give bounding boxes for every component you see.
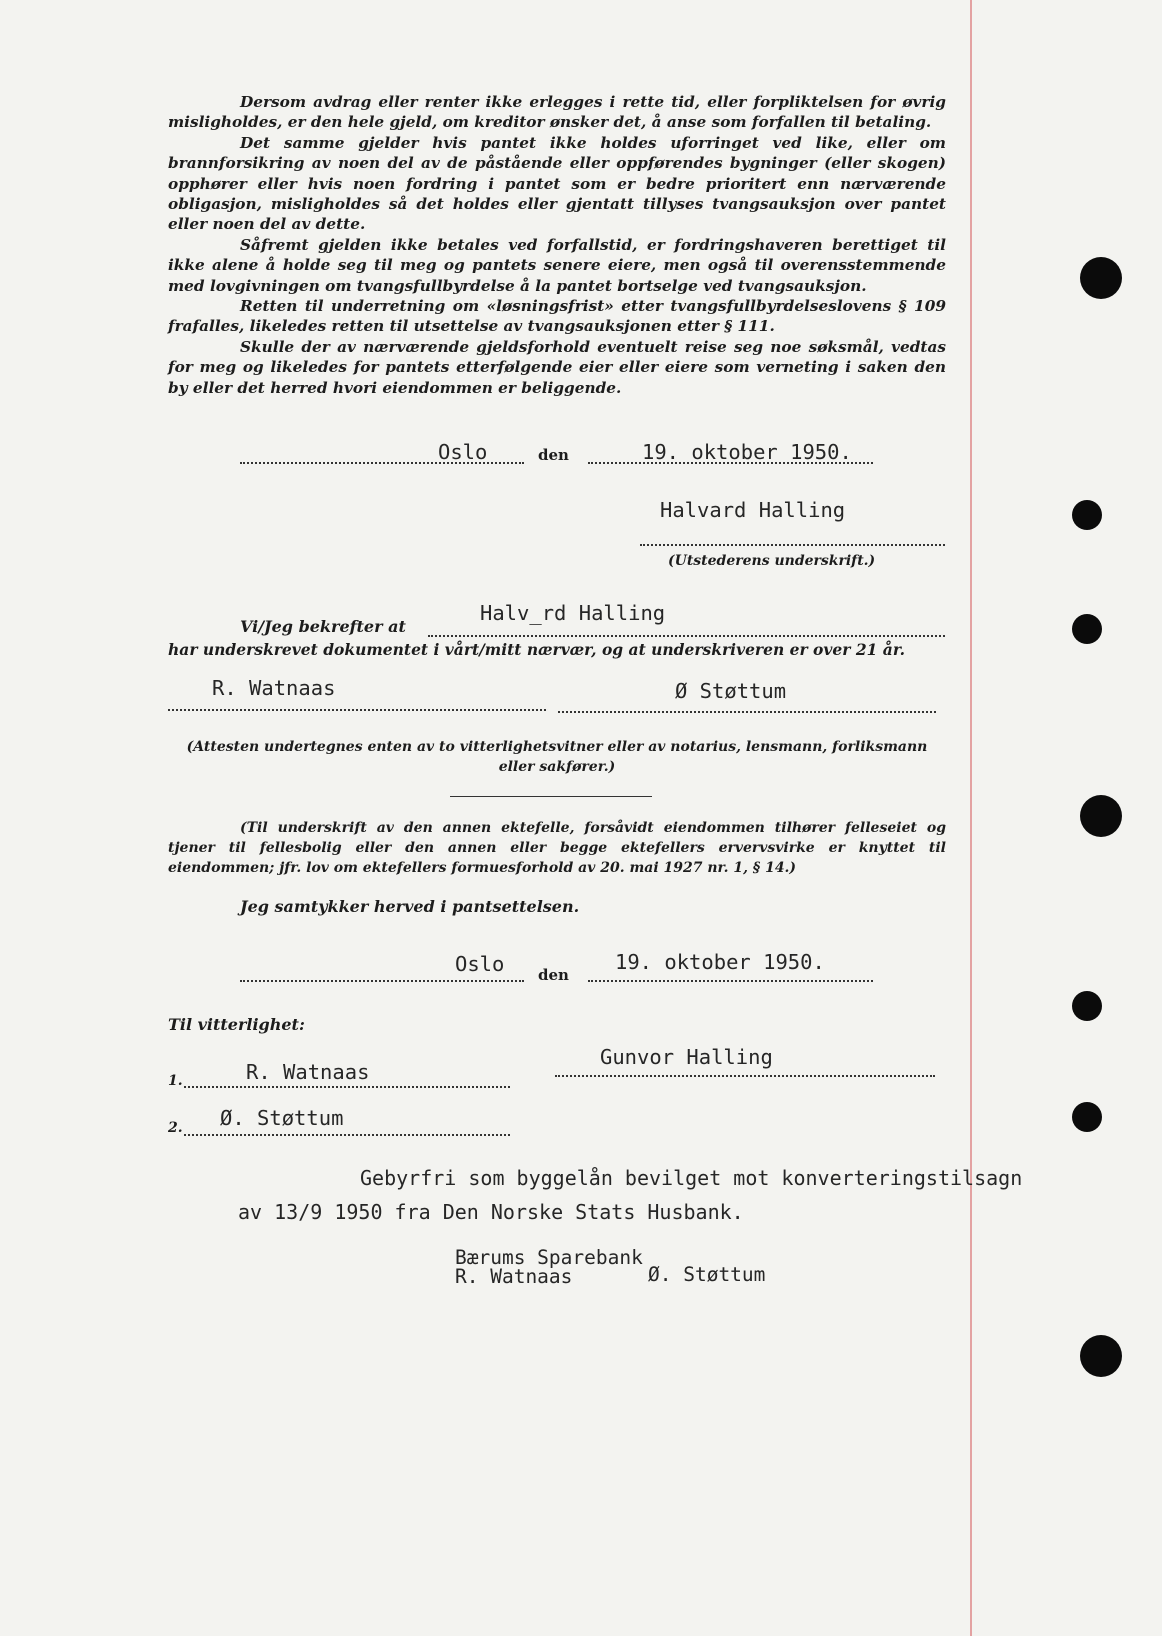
spouse-signature: Gunvor Halling xyxy=(600,1045,773,1069)
clause-default: Dersom avdrag eller renter ikke erlegges i rette tid, eller forpliktelsen for øvrig misligholdes, er den hele gjeld, om kreditor ønsker det, å anse som forfallen til betaling. xyxy=(168,93,946,132)
clause-venue: Skulle der av nærværende gjeldsforhold eventuelt reise seg noe søksmål, vedtas for meg og likeledes for pantets etterfølgende eier eller eiere som verneting i saken den by eller det herred hvori eiendommen er beliggende. xyxy=(168,337,946,397)
red-margin-line xyxy=(970,0,972,1636)
terms-clauses xyxy=(168,92,946,398)
issue-date: 19. oktober 1950. xyxy=(642,440,852,464)
issuer-signature: Halvard Halling xyxy=(660,498,846,522)
punch-hole xyxy=(1072,991,1102,1021)
spouse-witness-1: R. Watnaas xyxy=(246,1060,370,1084)
witness-2-line xyxy=(558,711,936,713)
issuer-caption: (Utstederens underskrift.) xyxy=(668,553,876,569)
issuer-signature-line xyxy=(640,544,945,546)
spouse-witness-1-line xyxy=(184,1086,510,1088)
clause-maintenance: Det samme gjelder hvis pantet ikke holdes uforringet ved like, eller om brannforsikring av noen del av de påstående eller oppførendes bygninger (eller skogen) opphører eller hvis noen fordring i pantet som er bedre prioritert enn nærværende obligasjon, misligholdes så det holdes eller gjentatt tillyses tvangsauksjon over pantet eller noen del av dette. xyxy=(168,133,946,234)
spouse-signature-line xyxy=(555,1075,935,1077)
witness-label: Til vitterlighet: xyxy=(168,1015,305,1034)
spouse-date: 19. oktober 1950. xyxy=(615,950,825,974)
punch-hole xyxy=(1072,500,1102,530)
clause-notice: Retten til underretning om «løsningsfrist» etter tvangsfullbyrdelseslovens § 109 frafalles, likeledes retten til utsettelse av tvangsauksjonen etter § 111. xyxy=(168,297,946,336)
bank-signer-2: Ø. Støttum xyxy=(648,1263,766,1286)
den-label: den xyxy=(538,446,569,464)
spouse-witness-2-line xyxy=(184,1134,510,1136)
bank-signer-1: R. Watnaas xyxy=(455,1265,573,1288)
spouse-date-line xyxy=(588,980,873,982)
witness-number-1: 1. xyxy=(168,1073,183,1089)
spouse-den-label: den xyxy=(538,966,569,984)
punch-hole xyxy=(1072,614,1102,644)
confirmed-name: Halv_rd Halling xyxy=(480,601,666,625)
confirm-prefix: Vi/Jeg bekrefter at xyxy=(240,617,406,636)
spouse-witness-2: Ø. Støttum xyxy=(220,1106,344,1130)
consent-text: Jeg samtykker herved i pantsettelsen. xyxy=(240,897,580,916)
fee-exemption-line-2: av 13/9 1950 fra Den Norske Stats Husbank. xyxy=(238,1200,744,1224)
issue-place: Oslo xyxy=(438,440,488,464)
spouse-note: (Til underskrift av den annen ektefelle, forsåvidt eiendommen tilhører felleseiet og tjener til fellesbolig eller den annen eller begge ektefellers ervervsvirke er knyttet til eiendommen; jfr. lov om ektefellers formuesforhold av 20. mai 1927 nr. 1, § 14.) xyxy=(168,820,946,876)
spouse-place: Oslo xyxy=(455,952,505,976)
punch-hole xyxy=(1080,257,1122,299)
confirm-name-line xyxy=(428,635,945,637)
fee-exemption-line-1: Gebyrfri som byggelån bevilget mot konverteringstilsagn xyxy=(360,1166,1023,1190)
spouse-place-line xyxy=(240,980,524,982)
clause-enforcement: Såfremt gjelden ikke betales ved forfallstid, er fordringshaveren berettiget til ikke alene å holde seg til meg og pantets senere eiere, men også til overensstemmende med lovgivningen om tvangsfullbyrdelse å la pantet bortselge ved tvangsauksjon. xyxy=(168,235,946,295)
confirm-statement: har underskrevet dokumentet i vårt/mitt nærvær, og at underskriveren er over 21 år. xyxy=(168,640,905,659)
witness-number-2: 2. xyxy=(168,1120,183,1136)
punch-hole xyxy=(1072,1102,1102,1132)
attest-note: (Attesten undertegnes enten av to vitterlighetsvitner eller av notarius, lensmann, forliksmann eller sakfører.) xyxy=(186,739,928,775)
punch-hole xyxy=(1080,1335,1122,1377)
witness-2: Ø Støttum xyxy=(675,679,787,703)
punch-hole xyxy=(1080,795,1122,837)
witness-1-line xyxy=(168,709,546,711)
witness-1: R. Watnaas xyxy=(212,676,336,700)
bank-name: Bærums Sparebank xyxy=(455,1246,643,1269)
separator-rule xyxy=(450,796,652,797)
